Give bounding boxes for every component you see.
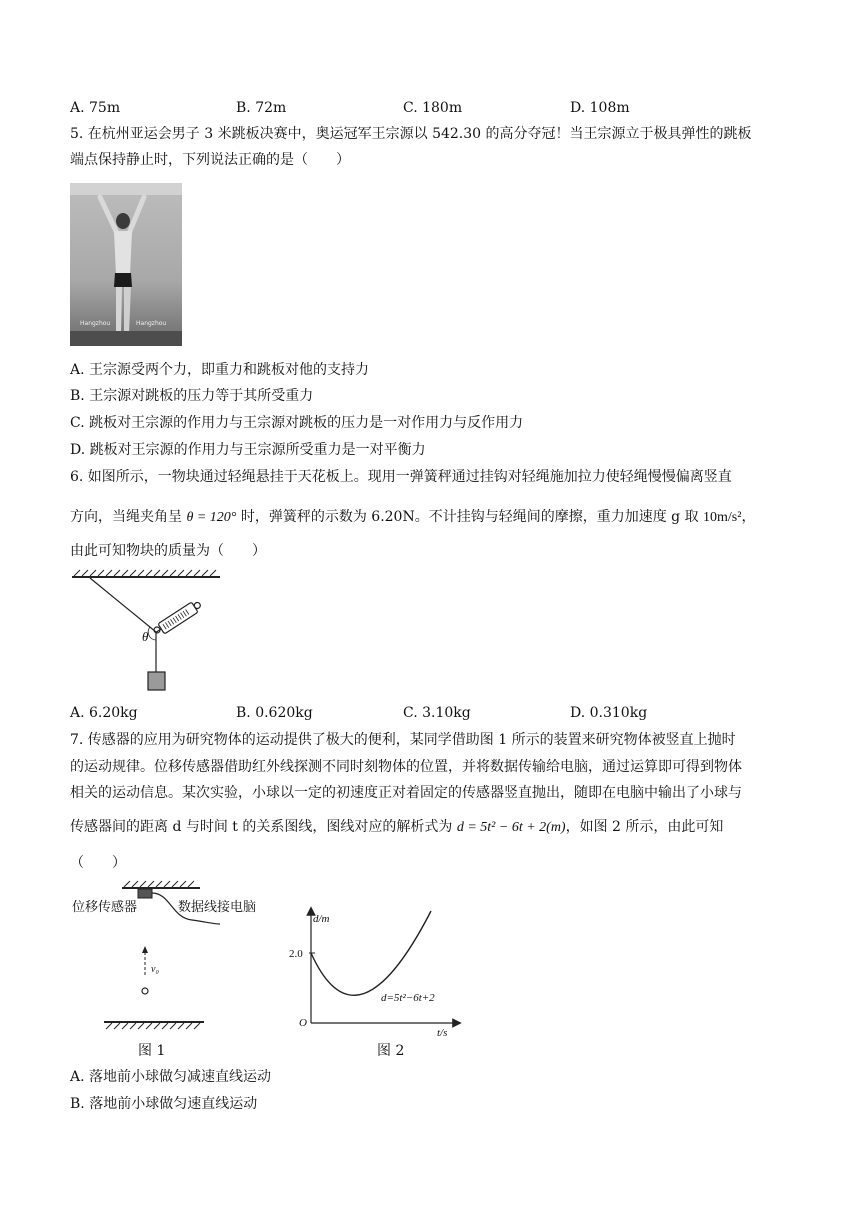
- q6-option-b: B. 0.620kg: [236, 705, 313, 721]
- q6-stem-line2: 方向，当绳夹角呈 θ = 120° 时，弹簧秤的示数为 6.20N。不计挂钩与轻绳间的摩擦，重力加速度 g 取 10m/s²，: [70, 509, 756, 525]
- q6-figure: [70, 570, 230, 695]
- q7-figure-1-caption: 图 1: [138, 1043, 166, 1059]
- q5-photo-caption-right: Hangzhou: [136, 320, 167, 327]
- q6-g-value: 10m/s²: [703, 510, 742, 525]
- q7-fig2-curve-label: d=5t²−6t+2: [381, 992, 435, 1004]
- q7-figure-2: [285, 905, 465, 1039]
- q7-option-a: A. 落地前小球做匀减速直线运动: [70, 1069, 272, 1085]
- q7-fig2-x-axis-label: t/s: [437, 1027, 448, 1039]
- q5-option-c: C. 跳板对王宗源的作用力与王宗源对跳板的压力是一对作用力与反作用力: [70, 415, 524, 431]
- q4-option-c: C. 180m: [403, 100, 463, 116]
- q7-stem-line1: 7. 传感器的应用为研究物体的运动提供了极大的便利，某同学借助图 1 所示的装置来研究物体被竖直上抛时: [70, 732, 736, 748]
- q7-figure-2-caption: 图 2: [377, 1043, 405, 1059]
- q7-stem-line4: 传感器间的距离 d 与时间 t 的关系图线，图线对应的解析式为 d = 5t² − 6t + 2(m)，如图 2 所示，由此可知: [70, 819, 724, 835]
- q7-option-b: B. 落地前小球做匀速直线运动: [70, 1096, 258, 1112]
- q6-option-a: A. 6.20kg: [70, 705, 138, 721]
- q7-cable-label: 数据线接电脑: [178, 900, 257, 915]
- q4-option-b: B. 72m: [236, 100, 287, 116]
- q5-option-d: D. 跳板对王宗源的作用力与王宗源所受重力是一对平衡力: [70, 442, 426, 458]
- q4-option-d: D. 108m: [570, 100, 630, 116]
- q5-stem-line1: 5. 在杭州亚运会男子 3 米跳板决赛中，奥运冠军王宗源以 542.30 的高分夺冠！当王宗源立于极具弹性的跳板: [70, 126, 752, 142]
- q7-v0-label: v₀: [151, 964, 159, 975]
- q5-photo-caption-left: Hangzhou: [80, 320, 111, 327]
- q7-fig2-y-tick: 2.0: [289, 948, 303, 960]
- q6-theta-equation: θ = 120°: [186, 510, 237, 525]
- q6-theta-label: θ: [142, 629, 149, 644]
- q6-option-d: D. 0.310kg: [570, 705, 648, 721]
- q5-stem-line2: 端点保持静止时，下列说法正确的是（ ）: [70, 152, 350, 168]
- q7-figure-1: [70, 880, 270, 1030]
- q7-stem-line5: （ ）: [70, 855, 126, 871]
- q7-sensor-label: 位移传感器: [72, 900, 138, 915]
- q7-fig2-origin: O: [299, 1017, 307, 1029]
- q5-option-b: B. 王宗源对跳板的压力等于其所受重力: [70, 388, 314, 404]
- q6-option-c: C. 3.10kg: [403, 705, 471, 721]
- q7-stem-line2: 的运动规律。位移传感器借助红外线探测不同时刻物体的位置，并将数据传输给电脑，通过运算即可得到物体: [70, 759, 742, 775]
- q7-equation: d = 5t² − 6t + 2(m): [456, 820, 566, 835]
- q5-option-a: A. 王宗源受两个力，即重力和跳板对他的支持力: [70, 362, 370, 378]
- q6-stem-line1: 6. 如图所示，一物块通过轻绳悬挂于天花板上。现用一弹簧秤通过挂钩对轻绳施加拉力使轻绳慢慢偏离竖直: [70, 469, 732, 485]
- q7-fig2-y-axis-label: d/m: [313, 913, 330, 925]
- q4-option-a: A. 75m: [70, 100, 121, 116]
- q7-stem-line3: 相关的运动信息。某次实验，小球以一定的初速度正对着固定的传感器竖直抛出，随即在电脑中输出了小球与: [70, 785, 742, 801]
- q6-stem-line3: 由此可知物块的质量为（ ）: [70, 543, 266, 559]
- q5-diver-photo: [70, 183, 182, 346]
